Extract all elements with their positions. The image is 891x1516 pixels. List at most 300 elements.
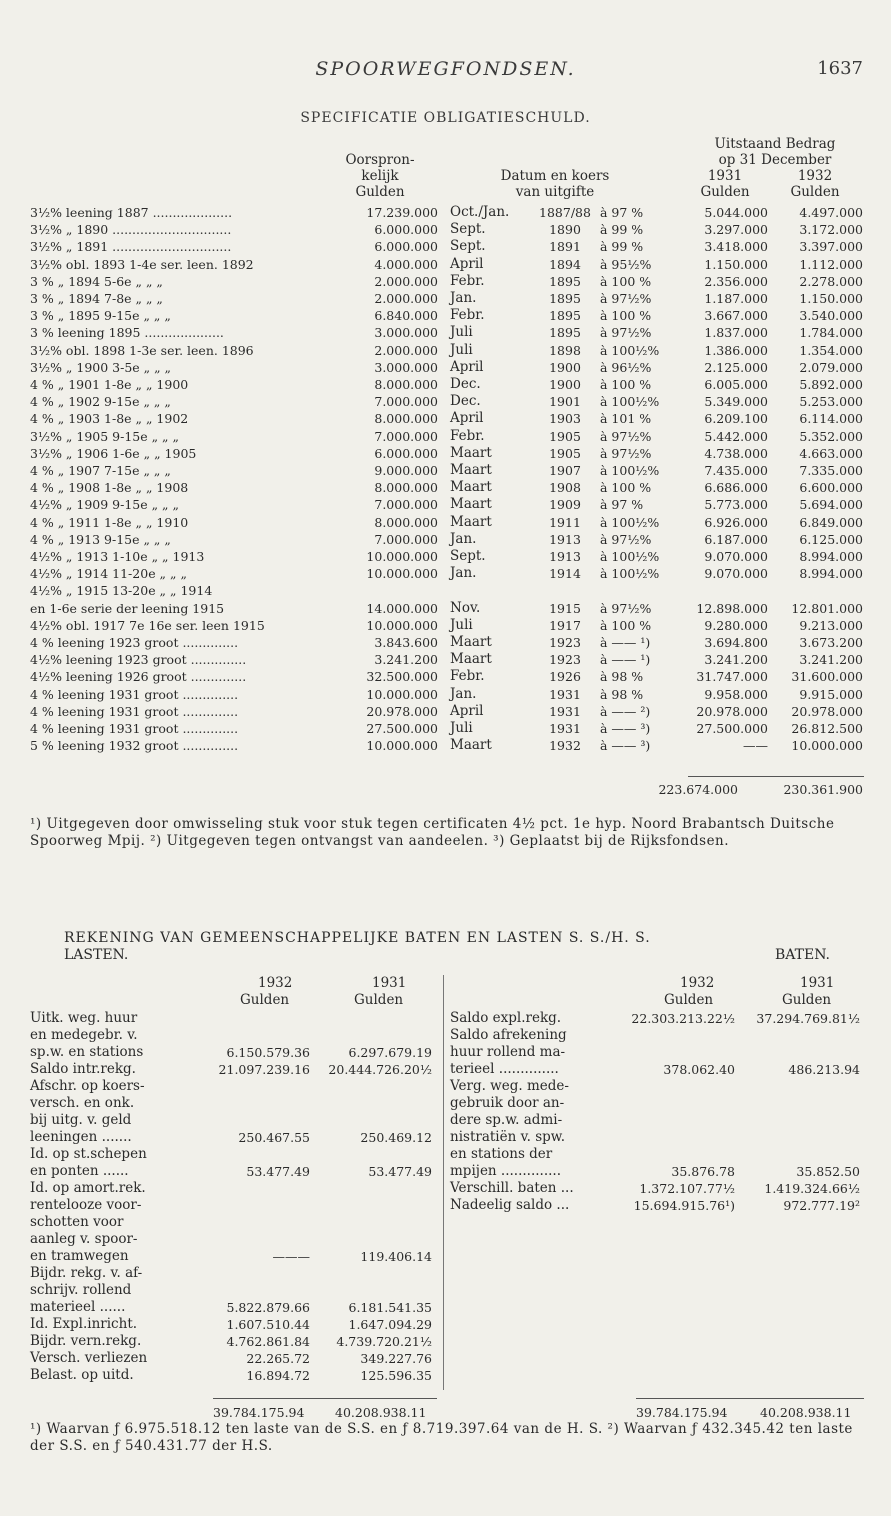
cell-orig: 7.000.000 xyxy=(374,497,438,513)
cell-month: Dec. xyxy=(450,393,481,410)
table-row xyxy=(30,737,870,754)
cell-month: Dec. xyxy=(450,376,481,392)
cell-b31: 3.694.800 xyxy=(704,635,768,650)
table-row xyxy=(30,290,870,307)
cell-v31: 349.227.76 xyxy=(360,1351,432,1366)
cell-rate: à —— ¹) xyxy=(600,635,651,650)
cell-rate: à 100½% xyxy=(600,549,660,564)
cell-month: Maart xyxy=(450,462,492,478)
cell-rate: à 98 % xyxy=(600,686,644,702)
cell-label: schrijv. rollend xyxy=(30,1282,132,1298)
cell-year: 1895 xyxy=(549,325,581,341)
cell-orig: 7.000.000 xyxy=(374,531,438,547)
cell-label: Saldo intr.rekg. xyxy=(30,1061,136,1077)
total-1932: 230.361.900 xyxy=(783,782,863,797)
cell-year: 1905 xyxy=(549,428,581,444)
cell-label: terieel .............. xyxy=(450,1061,559,1077)
cell-orig: 3.000.000 xyxy=(374,325,438,341)
table-row xyxy=(30,479,870,496)
cell-label: en tramwegen xyxy=(30,1248,129,1264)
cell-orig: 3.241.200 xyxy=(374,652,438,668)
cell-b31: 1.150.000 xyxy=(704,256,768,272)
cell-rate: à 97½% xyxy=(600,600,652,616)
cell-v32: 22.303.213.22½ xyxy=(631,1011,735,1026)
cell-v32: 4.762.861.84 xyxy=(226,1334,310,1349)
cell-name: 3½% obl. 1898 1-3e ser. leen. 1896 xyxy=(30,342,254,358)
table-row xyxy=(30,548,870,565)
header-date-line1: Datum en koers xyxy=(500,168,610,184)
cell-b31: 1.187.000 xyxy=(704,291,768,306)
cell-orig: 7.000.000 xyxy=(374,394,438,410)
cell-name: 4½% „ 1915 13-20e „ „ 1914 xyxy=(30,583,213,599)
table-row xyxy=(30,720,870,737)
left-1932-header: 1932 xyxy=(258,975,293,991)
cell-name: 4 % leening 1931 groot .............. xyxy=(30,686,239,702)
cell-year: 1931 xyxy=(549,721,581,736)
left-1931-header: 1931 xyxy=(372,975,407,991)
cell-b32: 3.397.000 xyxy=(799,239,863,255)
cell-rate: à 99 % xyxy=(600,239,644,255)
cell-name: 4½% obl. 1917 7e 16e ser. leen 1915 xyxy=(30,617,265,633)
cell-orig: 10.000.000 xyxy=(366,686,438,702)
cell-b31: 3.418.000 xyxy=(704,239,768,255)
cell-month: Febr. xyxy=(450,668,485,685)
cell-v31: 119.406.14 xyxy=(360,1249,432,1264)
table-row xyxy=(30,307,870,324)
cell-year: 1931 xyxy=(549,686,581,702)
cell-year: 1887/88 xyxy=(539,205,591,220)
cell-label: en medegebr. v. xyxy=(30,1027,138,1043)
cell-v32: 22.265.72 xyxy=(246,1351,310,1366)
cell-label: Afschr. op koers- xyxy=(30,1078,145,1094)
cell-label: materieel ...... xyxy=(30,1299,126,1315)
cell-b32: 6.849.000 xyxy=(799,514,863,530)
table-row xyxy=(30,531,870,548)
table-row xyxy=(30,221,870,238)
cell-year: 1895 xyxy=(549,291,581,306)
cell-year: 1901 xyxy=(549,394,581,410)
cell-label: Saldo afrekening xyxy=(450,1027,567,1043)
cell-rate: à 97½% xyxy=(600,325,652,341)
cell-v32: 378.062.40 xyxy=(663,1062,735,1077)
cell-label: schotten voor xyxy=(30,1214,124,1230)
cell-name: 4 % „ 1911 1-8e „ „ 1910 xyxy=(30,514,189,530)
cell-year: 1895 xyxy=(549,273,581,289)
lasten-label: LASTEN. xyxy=(64,947,129,963)
cell-orig: 10.000.000 xyxy=(366,738,438,754)
cell-v32: 1.372.107.77½ xyxy=(639,1181,735,1196)
header-orig-line1: Oorspron- xyxy=(345,152,415,168)
cell-rate: à 100½% xyxy=(600,514,660,530)
cell-label: Nadeelig saldo ... xyxy=(450,1197,570,1213)
cell-b32: 10.000.000 xyxy=(791,738,863,754)
cell-b32: 2.079.000 xyxy=(799,359,863,375)
cell-label: Id. Expl.inricht. xyxy=(30,1316,138,1332)
cell-b31: 6.209.100 xyxy=(704,411,768,427)
cell-v31: 6.297.679.19 xyxy=(348,1045,432,1060)
cell-name: 4 % leening 1931 groot .............. xyxy=(30,703,239,719)
cell-rate: à 100½% xyxy=(600,463,660,478)
cell-month: Sept. xyxy=(450,238,486,255)
right-gulden-1932: Gulden xyxy=(664,992,714,1008)
cell-year: 1903 xyxy=(549,411,581,427)
cell-b32: 3.540.000 xyxy=(799,308,863,324)
cell-name: 4 % „ 1908 1-8e „ „ 1908 xyxy=(30,480,189,496)
table-row xyxy=(30,703,870,720)
cell-rate: à 97½% xyxy=(600,445,652,461)
cell-label: sp.w. en stations xyxy=(30,1044,144,1060)
table-row xyxy=(30,273,870,290)
cell-rate: à 100 % xyxy=(600,377,652,392)
cell-b31: 9.280.000 xyxy=(704,617,768,633)
table-row xyxy=(30,256,870,273)
cell-label: rentelooze voor- xyxy=(30,1197,142,1213)
cell-year: 1900 xyxy=(549,377,581,392)
cell-month: Febr. xyxy=(450,272,485,289)
cell-b32: 1.112.000 xyxy=(799,256,863,272)
cell-month: Juli xyxy=(450,720,473,736)
left-total-rule xyxy=(213,1398,437,1399)
cell-b31: 5.349.000 xyxy=(704,394,768,410)
cell-month: April xyxy=(450,702,484,719)
cell-b31: 3.241.200 xyxy=(704,652,768,668)
cell-b31: 5.044.000 xyxy=(704,205,768,220)
cell-b31: 5.773.000 xyxy=(704,497,768,513)
cell-b32: 6.114.000 xyxy=(799,411,863,427)
cell-b32: 6.125.000 xyxy=(799,531,863,547)
cell-v31: 1.419.324.66½ xyxy=(764,1181,860,1196)
cell-month: Jan. xyxy=(450,290,477,306)
cell-b31: 9.958.000 xyxy=(704,686,768,702)
cell-name: 4 % „ 1903 1-8e „ „ 1902 xyxy=(30,411,189,427)
cell-v32: 5.822.879.66 xyxy=(226,1300,310,1315)
cell-orig: 4.000.000 xyxy=(374,256,438,272)
cell-rate: à 96½% xyxy=(600,359,652,375)
cell-month: Febr. xyxy=(450,427,485,444)
cell-label: Bijdr. vern.rekg. xyxy=(30,1333,142,1349)
table-row xyxy=(30,204,870,221)
table-row xyxy=(30,514,870,531)
cell-b31: 1.386.000 xyxy=(704,342,768,358)
cell-b32: 1.150.000 xyxy=(799,291,863,306)
cell-v31: 6.181.541.35 xyxy=(348,1300,432,1315)
cell-name: 3½% „ 1890 .............................. xyxy=(30,222,232,238)
cell-b32: 5.694.000 xyxy=(799,497,863,513)
cell-v31: 250.469.12 xyxy=(360,1130,432,1145)
cell-rate: à 100 % xyxy=(600,273,652,289)
cell-b31: 3.297.000 xyxy=(704,222,768,238)
table-row xyxy=(30,634,870,651)
left-total-1931: 40.208.938.11 xyxy=(335,1405,427,1420)
cell-orig: 8.000.000 xyxy=(374,514,438,530)
cell-orig: 9.000.000 xyxy=(374,463,438,478)
cell-orig: 27.500.000 xyxy=(366,721,438,736)
cell-month: Jan. xyxy=(450,565,477,582)
header-year-1931 xyxy=(685,168,765,200)
cell-v32: ——— xyxy=(272,1249,310,1264)
cell-v32: 35.876.78 xyxy=(671,1164,735,1179)
cell-rate: à 98 % xyxy=(600,669,644,685)
cell-month: April xyxy=(450,255,484,272)
right-1932-header: 1932 xyxy=(680,975,715,991)
cell-year: 1917 xyxy=(549,617,581,633)
cell-rate: à 97½% xyxy=(600,428,652,444)
header-orig-line3: Gulden xyxy=(355,184,405,200)
cell-month: Febr. xyxy=(450,307,485,324)
cell-month: Maart xyxy=(450,444,492,461)
cell-rate: à 97 % xyxy=(600,497,644,513)
cell-orig: 6.000.000 xyxy=(374,222,438,238)
left-gulden-1932: Gulden xyxy=(240,992,290,1008)
cell-orig: 14.000.000 xyxy=(366,600,438,616)
cell-b31: 31.747.000 xyxy=(696,669,768,685)
cell-v32: 1.607.510.44 xyxy=(226,1317,310,1332)
cell-b32: 3.673.200 xyxy=(799,635,863,650)
header-outstanding xyxy=(680,136,870,168)
cell-month: Maart xyxy=(450,496,492,513)
cell-b31: 6.926.000 xyxy=(704,514,768,530)
cell-b31: 6.187.000 xyxy=(704,531,768,547)
cell-rate: à —— ³) xyxy=(600,721,651,736)
column-divider xyxy=(443,975,444,1390)
table-row xyxy=(30,393,870,410)
cell-year: 1923 xyxy=(549,652,581,668)
table-row xyxy=(30,686,870,703)
cell-name: 4 % „ 1901 1-8e „ „ 1900 xyxy=(30,377,189,392)
table-row xyxy=(30,324,870,341)
header-year-1932 xyxy=(775,168,855,200)
cell-v31: 486.213.94 xyxy=(788,1062,860,1077)
page-number: 1637 xyxy=(817,58,863,79)
cell-orig: 10.000.000 xyxy=(366,549,438,564)
cell-v31: 20.444.726.20½ xyxy=(328,1062,432,1077)
account-title: REKENING VAN GEMEENSCHAPPELIJKE BATEN EN LASTEN S. S./H. S. xyxy=(64,930,651,946)
cell-rate: à 100 % xyxy=(600,480,652,496)
header-orig-line2: kelijk xyxy=(361,168,399,184)
cell-name: 4 % leening 1931 groot .............. xyxy=(30,721,239,736)
cell-year: 1931 xyxy=(549,703,581,719)
cell-b31: 3.667.000 xyxy=(704,308,768,324)
cell-name: 4 % „ 1913 9-15e „ „ „ xyxy=(30,531,171,547)
cell-orig: 20.978.000 xyxy=(366,703,438,719)
cell-b32: 5.253.000 xyxy=(799,394,863,410)
cell-b32: 5.352.000 xyxy=(799,428,863,444)
cell-label: en ponten ...... xyxy=(30,1163,129,1179)
cell-name: 4½% leening 1923 groot .............. xyxy=(30,652,247,668)
cell-v32: 21.097.239.16 xyxy=(218,1062,310,1077)
cell-b32: 8.994.000 xyxy=(799,549,863,564)
cell-name: 4½% „ 1913 1-10e „ „ 1913 xyxy=(30,549,205,564)
header-orig xyxy=(340,152,420,200)
cell-year: 1895 xyxy=(549,308,581,324)
cell-b32: 1.354.000 xyxy=(799,342,863,358)
right-total-1932: 39.784.175.94 xyxy=(636,1405,728,1420)
cell-label: versch. en onk. xyxy=(30,1095,135,1111)
cell-year: 1914 xyxy=(549,566,581,582)
right-gulden-1931: Gulden xyxy=(782,992,832,1008)
table-row xyxy=(30,445,870,462)
cell-v31: 37.294.769.81½ xyxy=(756,1011,860,1026)
cell-name: 3½% „ 1906 1-6e „ „ 1905 xyxy=(30,445,197,461)
cell-v31: 35.852.50 xyxy=(796,1164,860,1179)
table-row xyxy=(30,651,870,668)
cell-label: Uitk. weg. huur xyxy=(30,1010,138,1026)
cell-b32: 9.213.000 xyxy=(799,617,863,633)
cell-month: Jan. xyxy=(450,685,477,702)
table-row xyxy=(30,462,870,479)
cell-label: aanleg v. spoor- xyxy=(30,1231,138,1247)
cell-b31: 27.500.000 xyxy=(696,721,768,736)
cell-b32: 12.801.000 xyxy=(791,600,863,616)
cell-b32: 4.497.000 xyxy=(799,205,863,220)
cell-name: 3 % „ 1895 9-15e „ „ „ xyxy=(30,308,171,324)
right-1931-header: 1931 xyxy=(800,975,835,991)
cell-month: Juli xyxy=(450,616,473,633)
cell-rate: à 97½% xyxy=(600,291,652,306)
cell-name: 4½% „ 1914 11-20e „ „ „ xyxy=(30,566,187,582)
cell-month: April xyxy=(450,410,484,427)
header-1931: 1931 xyxy=(707,168,743,184)
cell-name: 3½% obl. 1893 1-4e ser. leen. 1892 xyxy=(30,256,254,272)
cell-rate: à 100 % xyxy=(600,617,652,633)
table-row xyxy=(30,342,870,359)
cell-b31: 20.978.000 xyxy=(696,703,768,719)
cell-name: 3½% „ 1900 3-5e „ „ „ xyxy=(30,359,172,375)
section-title-specificatie: SPECIFICATIE OBLIGATIESCHULD. xyxy=(300,110,591,126)
cell-name: 3½% „ 1905 9-15e „ „ „ xyxy=(30,428,179,444)
cell-label: nistratiën v. spw. xyxy=(450,1129,566,1145)
cell-year: 1900 xyxy=(549,359,581,375)
cell-b32: 20.978.000 xyxy=(791,703,863,719)
cell-month: Maart xyxy=(450,651,492,668)
table-row xyxy=(30,410,870,427)
cell-year: 1905 xyxy=(549,445,581,461)
cell-name: 3½% leening 1887 .................... xyxy=(30,205,233,220)
cell-orig: 10.000.000 xyxy=(366,566,438,582)
cell-year: 1890 xyxy=(549,222,581,238)
cell-orig: 32.500.000 xyxy=(366,669,438,685)
cell-b31: 9.070.000 xyxy=(704,549,768,564)
cell-b32: 7.335.000 xyxy=(799,463,863,478)
cell-label: Verschill. baten ... xyxy=(450,1180,574,1196)
cell-year: 1891 xyxy=(549,239,581,255)
cell-b31: 9.070.000 xyxy=(704,566,768,582)
left-gulden-1931: Gulden xyxy=(354,992,404,1008)
cell-rate: à —— ¹) xyxy=(600,652,651,668)
cell-b31: 6.005.000 xyxy=(704,377,768,392)
table-row xyxy=(30,238,870,255)
cell-name: 3 % „ 1894 5-6e „ „ „ xyxy=(30,273,163,289)
cell-b32: 3.172.000 xyxy=(799,222,863,238)
left-total-1932: 39.784.175.94 xyxy=(213,1405,305,1420)
cell-name: 3 % leening 1895 .................... xyxy=(30,325,224,341)
cell-orig: 8.000.000 xyxy=(374,377,438,392)
cell-orig: 2.000.000 xyxy=(374,342,438,358)
total-rule xyxy=(688,776,864,777)
cell-v31: 1.647.094.29 xyxy=(348,1317,432,1332)
cell-b32: 26.812.500 xyxy=(791,721,863,736)
cell-year: 1926 xyxy=(549,669,581,685)
cell-b32: 4.663.000 xyxy=(799,445,863,461)
cell-month: Sept. xyxy=(450,548,486,564)
cell-b31: 6.686.000 xyxy=(704,480,768,496)
cell-b32: 31.600.000 xyxy=(791,669,863,685)
cell-rate: à 99 % xyxy=(600,222,644,238)
cell-name: 3½% „ 1891 .............................. xyxy=(30,239,232,255)
table-row xyxy=(30,600,870,617)
cell-label: Id. op amort.rek. xyxy=(30,1180,146,1196)
cell-label: Verg. weg. mede- xyxy=(450,1078,569,1094)
cell-year: 1909 xyxy=(549,497,581,513)
header-1932: 1932 xyxy=(797,168,833,184)
cell-v31: 53.477.49 xyxy=(368,1164,432,1179)
cell-orig: 3.843.600 xyxy=(374,635,438,650)
cell-year: 1913 xyxy=(549,549,581,564)
cell-rate: à —— ²) xyxy=(600,703,651,719)
cell-b31: 2.125.000 xyxy=(704,359,768,375)
cell-b32: 5.892.000 xyxy=(799,377,863,392)
running-header-title: SPOORWEGFONDSEN. xyxy=(315,58,576,80)
header-date xyxy=(465,168,645,200)
table-row xyxy=(30,582,870,599)
cell-name: 5 % leening 1932 groot .............. xyxy=(30,738,239,754)
cell-label: Versch. verliezen xyxy=(30,1350,148,1366)
cell-name: 4 % „ 1902 9-15e „ „ „ xyxy=(30,394,171,410)
cell-orig: 6.840.000 xyxy=(374,308,438,324)
cell-label: dere sp.w. admi- xyxy=(450,1112,563,1128)
cell-v32: 250.467.55 xyxy=(238,1130,310,1145)
cell-orig: 6.000.000 xyxy=(374,445,438,461)
cell-orig: 2.000.000 xyxy=(374,273,438,289)
cell-rate: à —— ³) xyxy=(600,738,651,754)
cell-year: 1911 xyxy=(549,514,581,530)
cell-month: April xyxy=(450,358,484,375)
cell-orig: 7.000.000 xyxy=(374,428,438,444)
cell-year: 1913 xyxy=(549,531,581,547)
cell-v32: 15.694.915.76¹) xyxy=(633,1198,735,1213)
cell-b32: 6.600.000 xyxy=(799,480,863,496)
table-row xyxy=(30,496,870,513)
cell-b32: 3.241.200 xyxy=(799,652,863,668)
total-1931: 223.674.000 xyxy=(658,782,738,797)
cell-orig: 2.000.000 xyxy=(374,291,438,306)
table-row xyxy=(30,428,870,445)
cell-label: en stations der xyxy=(450,1146,553,1162)
cell-month: Jan. xyxy=(450,530,477,547)
cell-label: huur rollend ma- xyxy=(450,1044,566,1060)
cell-rate: à 100½% xyxy=(600,394,660,410)
account-footnote: ¹) Waarvan ƒ 6.975.518.12 ten laste van de S.S. en ƒ 8.719.397.64 van de H. S. ²) Waarvan ƒ 432.345.42 ten laste der S.S. en ƒ 540.431.77 der H.S. xyxy=(30,1421,853,1454)
cell-rate: à 97 % xyxy=(600,205,644,220)
cell-rate: à 100½% xyxy=(600,566,660,582)
cell-rate: à 101 % xyxy=(600,411,652,427)
cell-b31: 7.435.000 xyxy=(704,463,768,478)
cell-label: Belast. op uitd. xyxy=(30,1367,134,1383)
cell-rate: à 100 % xyxy=(600,308,652,324)
cell-v32: 16.894.72 xyxy=(246,1368,310,1383)
cell-rate: à 97½% xyxy=(600,531,652,547)
cell-b31: 12.898.000 xyxy=(696,600,768,616)
cell-month: Maart xyxy=(450,634,492,650)
cell-v31: 972.777.19² xyxy=(783,1198,860,1213)
cell-month: Maart xyxy=(450,737,492,754)
cell-month: Nov. xyxy=(450,599,481,616)
cell-year: 1907 xyxy=(549,463,581,478)
cell-b32: 1.784.000 xyxy=(799,325,863,341)
table-row xyxy=(30,668,870,685)
cell-month: Juli xyxy=(450,341,473,358)
cell-orig: 8.000.000 xyxy=(374,480,438,496)
